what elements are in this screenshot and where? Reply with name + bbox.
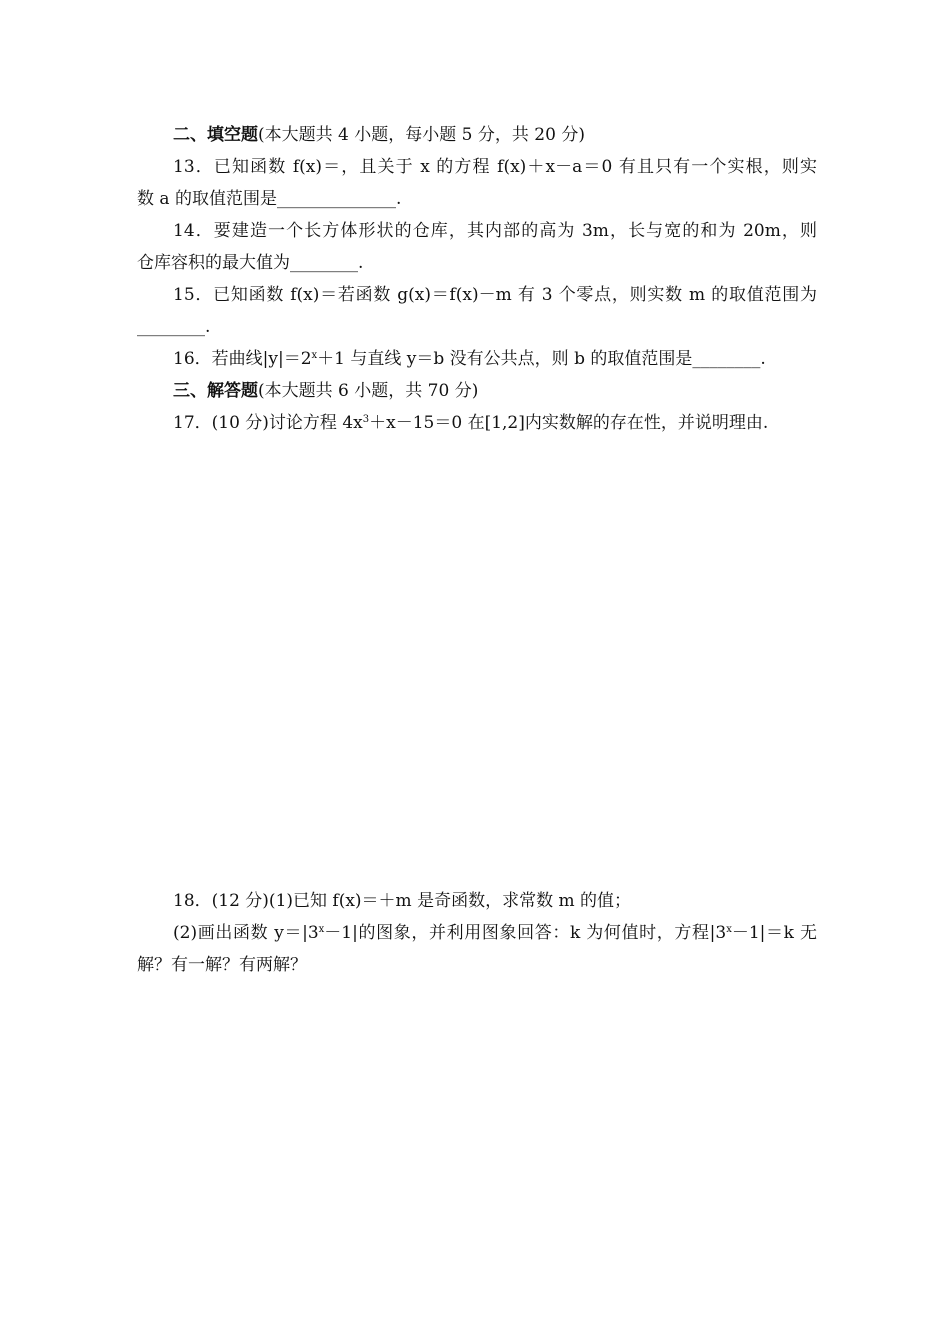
question-18-part-1: 18．(12 分)(1)已知 f(x)＝＋m 是奇函数，求常数 m 的值； [173,891,632,911]
answer-section-header [173,380,817,402]
question-16 [173,348,817,370]
answer-note: (本大题共 6 小题，共 70 分) [258,381,479,401]
question-18-exponent-2: x [726,924,732,935]
fill-in-note: (本大题共 4 小题，每小题 5 分，共 20 分) [258,125,585,145]
answer-heading: 三、解答题 [173,381,258,401]
question-15-line-2: ________. [137,317,211,337]
question-17-pre: 17．(10 分)讨论方程 4x [173,413,363,433]
question-18-part-2-line-2: 解？有一解？有两解？ [137,955,307,975]
question-17-exponent: 3 [362,414,370,425]
question-14-line-1: 14．要建造一个长方体形状的仓库，其内部的高为 3m，长与宽的和为 20m，则 [173,221,817,241]
question-15-line-1: 15．已知函数 f(x)＝若函数 g(x)＝f(x)－m 有 3 个零点，则实数 m 的取值范围为 [173,285,817,305]
question-17 [173,412,817,434]
question-18-part-2-mid: －1|的图象，并利用图象回答：k 为何值时，方程|3 [324,923,727,943]
question-18-part-2-pre: (2)画出函数 y＝|3 [173,923,319,943]
fill-in-heading: 二、填空题 [173,125,258,145]
question-16-post: ＋1 与直线 y＝b 没有公共点，则 b 的取值范围是________. [317,349,766,369]
fill-in-section-header [173,124,817,146]
question-17-post: ＋x－15＝0 在[1,2]内实数解的存在性，并说明理由. [369,413,769,433]
question-16-exponent: x [311,350,318,361]
question-13-line-1: 13．已知函数 f(x)＝，且关于 x 的方程 f(x)＋x－a＝0 有且只有一个实根，则实 [173,157,817,177]
question-18-part-2-post: －1|＝k 无 [731,923,817,943]
question-18-exponent-1: x [318,924,325,935]
question-14-line-2: 仓库容积的最大值为________. [137,253,364,273]
question-13-line-2: 数 a 的取值范围是______________. [137,189,402,209]
question-16-pre: 16．若曲线|y|＝2 [173,349,312,369]
question-18-part-2-line-1 [173,922,817,944]
